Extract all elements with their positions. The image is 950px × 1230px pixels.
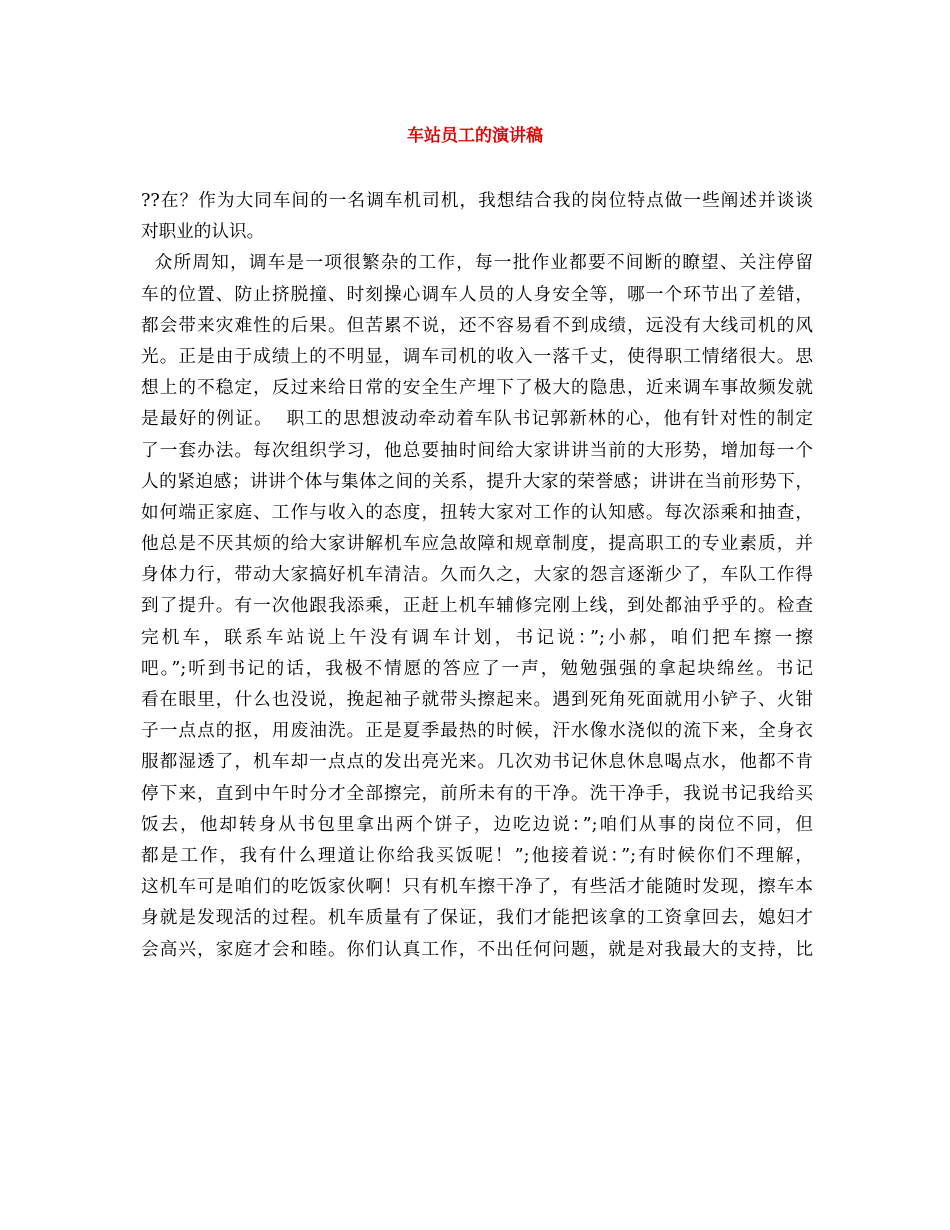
paragraph-line: 光。正是由于成绩上的不明显，调车司机的收入一落千丈，使得职工情绪很大。思 <box>141 346 813 367</box>
paragraph-line: 子一点点的抠，用废油洗。正是夏季最热的时候，汗水像水浇似的流下来，全身衣 <box>141 721 813 742</box>
paragraph-line: 看在眼里，什么也没说，挽起袖子就带头擦起来。遇到死角死面就用小铲子、火钳 <box>141 690 813 710</box>
paragraph-line: 如何端正家庭、工作与收入的态度，扭转大家对工作的认知感。每次添乘和抽查， <box>141 502 813 523</box>
paragraph-line: 吧。”;听到书记的话，我极不情愿的答应了一声，勉勉强强的拿起块绵丝。书记 <box>141 658 813 679</box>
paragraph-line: 对职业的认识。 <box>141 222 265 243</box>
document-body <box>141 186 813 966</box>
paragraph-line: 车的位置、防止挤脱撞、时刻操心调车人员的人身安全等，哪一个环节出了差错， <box>141 284 813 305</box>
paragraph-line: 到了提升。有一次他跟我添乘，正赶上机车辅修完刚上线，到处都油乎乎的。检查 <box>141 596 813 617</box>
paragraph-line: 饭去，他却转身从书包里拿出两个饼子，边吃边说：”;咱们从事的岗位不同，但 <box>141 814 813 835</box>
paragraph-line: 身就是发现活的过程。机车质量有了保证，我们才能把该拿的工资拿回去，媳妇才 <box>141 908 813 929</box>
paragraph-line: 身体力行，带动大家搞好机车清洁。久而久之，大家的怨言逐渐少了，车队工作得 <box>141 565 813 586</box>
paragraph-line: 会高兴，家庭才会和睦。你们认真工作，不出任何问题，就是对我最大的支持，比 <box>141 939 813 960</box>
document-title: 车站员工的演讲稿 <box>407 126 543 146</box>
paragraph-line: 人的紧迫感；讲讲个体与集体之间的关系，提升大家的荣誉感；讲讲在当前形势下， <box>141 471 813 492</box>
paragraph-line: 都是工作，我有什么理道让你给我买饭呢！”;他接着说：”;有时候你们不理解， <box>141 845 813 866</box>
paragraph-line: ??在？作为大同车间的一名调车机司机，我想结合我的岗位特点做一些阐述并谈谈 <box>141 191 813 211</box>
paragraph-line: 服都湿透了，机车却一点点的发出亮光来。几次劝书记休息休息喝点水，他都不肯 <box>141 752 813 773</box>
paragraph-line: 都会带来灾难性的后果。但苦累不说，还不容易看不到成绩，远没有大线司机的风 <box>141 315 813 336</box>
paragraph-line: 了一套办法。每次组织学习，他总要抽时间给大家讲讲当前的大形势，增加每一个 <box>141 440 813 461</box>
paragraph-line: 想上的不稳定，反过来给日常的安全生产埋下了极大的隐患，近来调车事故频发就 <box>141 378 813 399</box>
paragraph-line: 这机车可是咱们的吃饭家伙啊！只有机车擦干净了，有些活才能随时发现，擦车本 <box>141 877 813 898</box>
paragraph-line: 众所周知，调车是一项很繁杂的工作，每一批作业都要不间断的瞭望、关注停留 <box>141 253 813 274</box>
paragraph-line: 停下来，直到中午时分才全部擦完，前所未有的干净。洗干净手，我说书记我给买 <box>141 783 813 804</box>
paragraph-line: 完机车，联系车站说上午没有调车计划，书记说：”;小郝，咱们把车擦一擦 <box>141 627 813 648</box>
paragraph-line: 是最好的例证。 职工的思想波动牵动着车队书记郭新林的心，他有针对性的制定 <box>141 409 813 430</box>
paragraph-line: 他总是不厌其烦的给大家讲解机车应急故障和规章制度，提高职工的专业素质，并 <box>141 534 813 555</box>
